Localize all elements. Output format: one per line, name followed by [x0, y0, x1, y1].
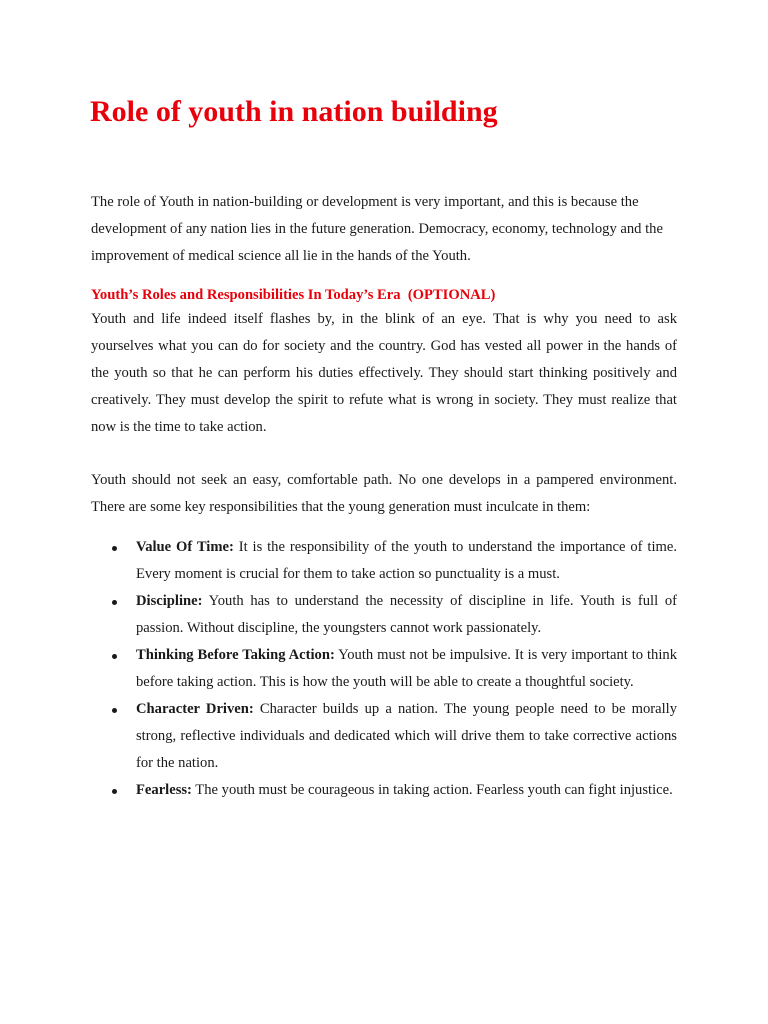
- bullet-text: The youth must be courageous in taking action. Fearless youth can fight injustice.: [191, 782, 673, 798]
- body-paragraph-2: Youth should not seek an easy, comfortable path. No one develops in a pampered environment. There are some key responsibilities that the young generation must inculcate in them:: [91, 472, 677, 515]
- list-item: [91, 588, 677, 642]
- list-item: [91, 534, 677, 588]
- bullet-icon: [112, 600, 117, 605]
- list-item: [91, 696, 677, 777]
- body-paragraph-1: Youth and life indeed itself flashes by, in the blink of an eye. That is why you need to ask yourselves what you can do for society and the country. God has vested all power in the hands of the youth so that he can perform his duties effectively. They should start thinking positively and creatively. They must develop the spirit to refute what is wrong in society. They must realize that now is the time to take action.: [91, 311, 677, 435]
- bullet-term: Fearless:: [136, 782, 192, 798]
- bullet-icon: [112, 708, 117, 713]
- list-item: [91, 777, 677, 804]
- bullet-term: Discipline:: [136, 593, 203, 609]
- bullet-text: Character builds up a nation. The young people need to be morally strong, reflective individuals and dedicated which will drive them to take corrective actions for the nation.: [136, 701, 677, 771]
- bullet-icon: [112, 789, 117, 794]
- bullet-term: Character Driven:: [136, 701, 254, 717]
- bullet-text: Youth has to understand the necessity of discipline in life. Youth is full of passion. Without discipline, the youngsters cannot work passionately.: [136, 593, 677, 636]
- document-title: Role of youth in nation building: [90, 95, 498, 128]
- responsibilities-list: [91, 534, 677, 804]
- bullet-term: Thinking Before Taking Action:: [136, 647, 335, 663]
- bullet-text: Youth must not be impulsive. It is very important to think before taking action. This is how the youth will be able to create a thoughtful society.: [136, 647, 677, 690]
- intro-paragraph: The role of Youth in nation-building or development is very important, and this is because the development of any nation lies in the future generation. Democracy, economy, technology and the improvement of medical science all lie in the hands of the Youth.: [91, 194, 663, 264]
- list-item: [91, 642, 677, 696]
- bullet-icon: [112, 546, 117, 551]
- bullet-term: Value Of Time:: [136, 539, 234, 555]
- bullet-text: It is the responsibility of the youth to understand the importance of time. Every moment is crucial for them to take action so punctuality is a must.: [136, 539, 677, 582]
- bullet-icon: [112, 654, 117, 659]
- section-subheading: Youth’s Roles and Responsibilities In Today’s Era (OPTIONAL): [91, 287, 496, 303]
